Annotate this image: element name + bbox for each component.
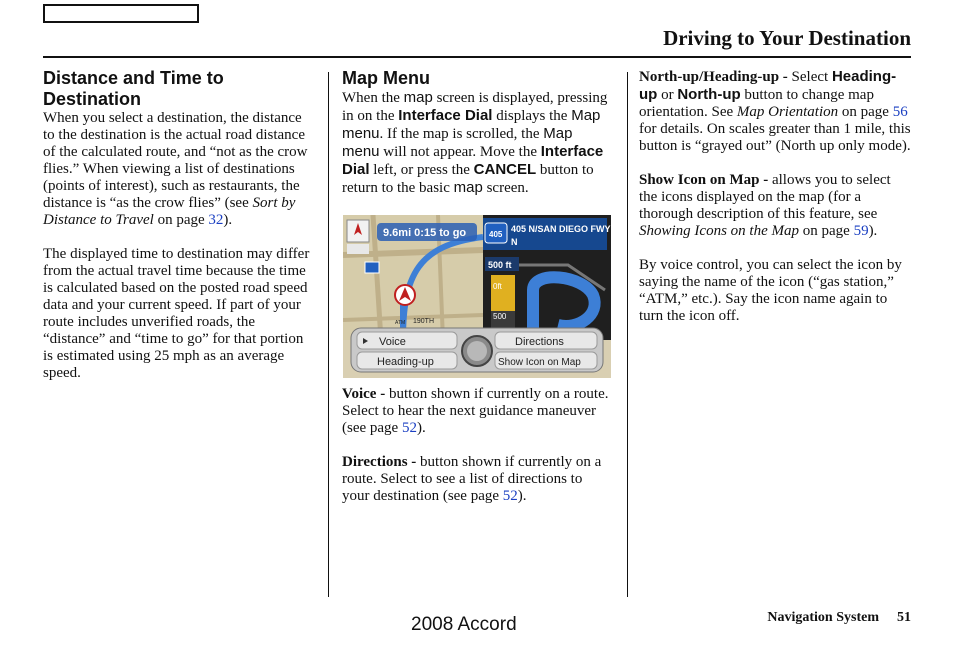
- ref-map-orientation: Map Orientation: [736, 104, 839, 120]
- page-link-59[interactable]: 59: [853, 223, 869, 239]
- heading-map-menu: Map Menu: [342, 68, 430, 88]
- screen-vscale-top: 0ft: [493, 282, 502, 291]
- ref-sort-by-distance: Sort by Distance to Travel: [43, 195, 296, 228]
- footer-section: [767, 610, 911, 626]
- column-divider-2: [627, 72, 628, 597]
- column-2: [342, 68, 612, 214]
- paragraph-voice: Voice - button shown if currently on a route. Select to hear the next guidance maneuver (see page 52).: [342, 386, 609, 436]
- screen-street-2: ATM: [395, 320, 406, 326]
- column-1: [43, 68, 311, 399]
- footer-section-name: Navigation System: [767, 610, 879, 625]
- label-voice: Voice -: [342, 386, 386, 402]
- screen-road-dir: N: [511, 237, 518, 247]
- column-divider-1: [328, 72, 329, 597]
- screen-eta: 9.6mi 0:15 to go: [383, 227, 467, 239]
- page-link-32[interactable]: 32: [208, 212, 224, 228]
- page-link-52-directions[interactable]: 52: [502, 488, 518, 504]
- column-2-lower: [342, 386, 612, 522]
- paragraph-north-heading: North-up/Heading-up - Select Heading-up or North-up button to change map orientation. See Map Orientation on page 56 for details. On scales greater than 1 mile, this button is “grayed out” (North up only mode).: [639, 68, 911, 154]
- page-link-56[interactable]: 56: [892, 104, 908, 120]
- section-tab-box: [43, 4, 199, 23]
- ref-showing-icons: Showing Icons on the Map: [639, 223, 799, 239]
- label-show-icon: Show Icon on Map -: [639, 172, 769, 188]
- paragraph-map-menu: When the map screen is displayed, pressing in on the Interface Dial displays the Map menu. If the map is scrolled, the Map menu will not appear. Move the Interface Dial left, or press the CANCEL button to return to the basic map screen.: [342, 89, 608, 196]
- screen-road-sign: 405: [489, 230, 503, 239]
- screen-btn-showicon: Show Icon on Map: [498, 357, 581, 368]
- screen-street-1: 190TH: [413, 318, 435, 325]
- paragraph-directions: Directions - button shown if currently on a route. Select to see a list of directions to your destination (see page 52).: [342, 454, 602, 504]
- column-3: [639, 68, 911, 342]
- header-rule: [43, 56, 911, 58]
- screen-btn-voice: Voice: [379, 336, 406, 348]
- screen-vscale-bot: 500: [493, 312, 507, 321]
- paragraph-voice-control: By voice control, you can select the icon by saying the name of the icon (“gas station,” “ATM,” etc.). Say the icon name again to turn the icon off.: [639, 257, 902, 324]
- paragraph-distance: When you select a destination, the distance to the destination is the actual road distance of the calculated route, and “not as the crow flies.” When viewing a list of destinations (points of interest), such as restaurants, the distance is “as the crow flies” (see Sort by Distance to Travel on page 32).: [43, 110, 308, 228]
- footer-model: 2008 Accord: [411, 614, 517, 635]
- screen-road-name: 405 N/SAN DIEGO FWY: [511, 224, 611, 234]
- page-title: Driving to Your Destination: [663, 26, 911, 50]
- screen-btn-directions: Directions: [515, 336, 564, 348]
- screen-scale: 500 ft: [488, 260, 512, 270]
- screen-btn-heading: Heading-up: [377, 356, 434, 368]
- heading-distance-time: Distance and Time to Destination: [43, 68, 224, 109]
- page-number: 51: [897, 610, 911, 625]
- paragraph-show-icon: Show Icon on Map - allows you to select the icons displayed on the map (for a thorough description of this feature, see Showing Icons on the Map on page 59).: [639, 172, 891, 239]
- page-link-52-voice[interactable]: 52: [401, 420, 417, 436]
- label-directions: Directions -: [342, 454, 417, 470]
- map-menu-screenshot: [343, 215, 611, 378]
- paragraph-time: The displayed time to destination may differ from the actual travel time because the time is calculated based on the posted road speed data and your current speed. If part of your route includes unverified roads, the “distance” and “time to go” for that portion is estimated using 25 mph as an average speed.: [43, 246, 310, 381]
- label-north-heading: North-up/Heading-up -: [639, 69, 788, 85]
